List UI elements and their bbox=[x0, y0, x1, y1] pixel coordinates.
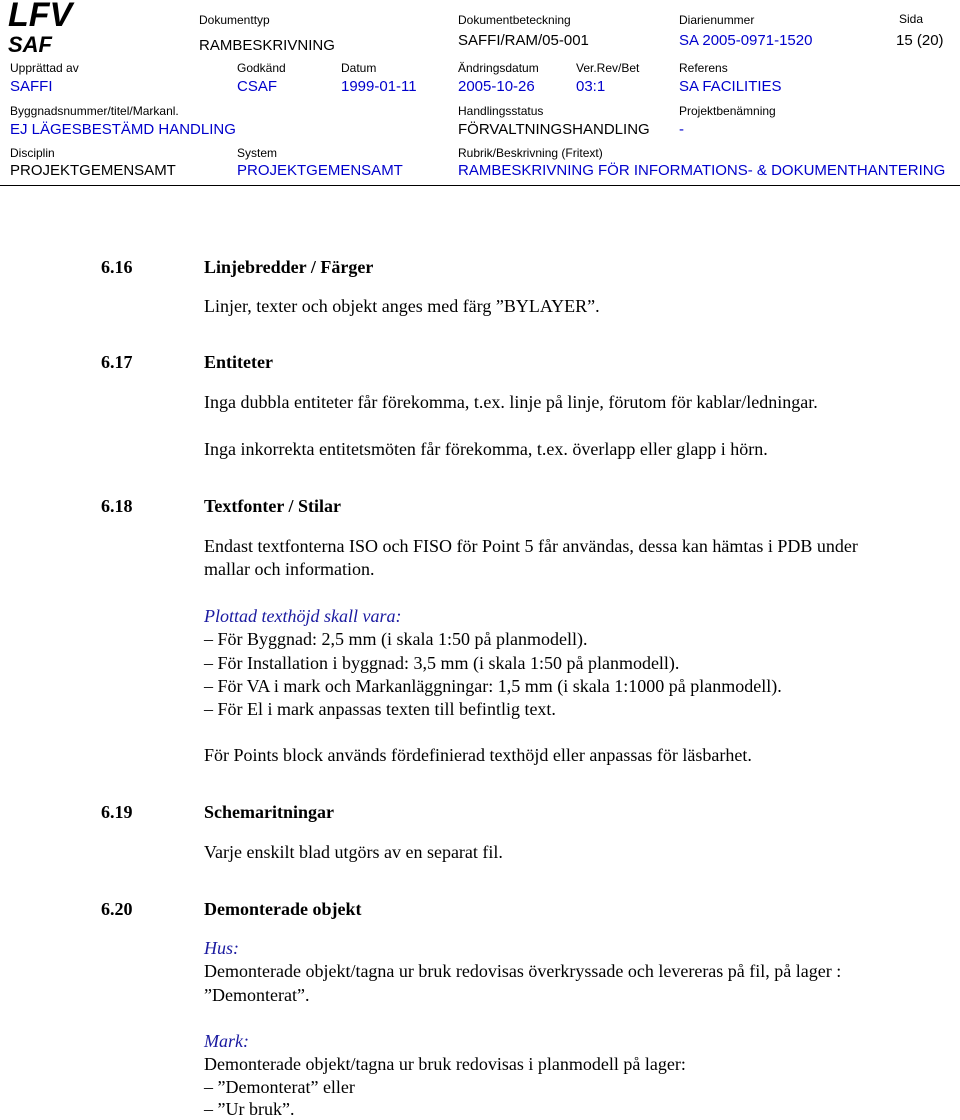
list-item: – För VA i mark och Markanläggningar: 1,5 mm (i skala 1:1000 på planmodell). bbox=[204, 676, 782, 696]
projektbenamning-value: - bbox=[679, 121, 684, 138]
section-6-17-paragraph-2: Inga inkorrekta entitetsmöten får förekomma, t.ex. överlapp eller glapp i hörn. bbox=[204, 439, 768, 459]
section-6-19-paragraph: Varje enskilt blad utgörs av en separat fil. bbox=[204, 842, 503, 862]
system-value: PROJEKTGEMENSAMT bbox=[237, 162, 403, 179]
section-title-6-20: Demonterade objekt bbox=[204, 899, 362, 919]
upprattad-value: SAFFI bbox=[10, 78, 53, 95]
sida-label: Sida bbox=[899, 12, 924, 26]
hus-paragraph-line-1: Demonterade objekt/tagna ur bruk redovisas överkryssade och levereras på fil, på lager : bbox=[204, 961, 842, 981]
verrev-value: 03:1 bbox=[576, 78, 606, 95]
dokumentbeteckning-value: SAFFI/RAM/05-001 bbox=[458, 32, 589, 49]
logo-lfv: LFV bbox=[8, 0, 73, 34]
section-number-6-20: 6.20 bbox=[101, 899, 133, 919]
rubrik-value: RAMBESKRIVNING FÖR INFORMATIONS- & DOKUMENTHANTERING bbox=[458, 162, 946, 179]
mark-heading: Mark: bbox=[204, 1031, 249, 1051]
mark-paragraph-line-1: Demonterade objekt/tagna ur bruk redovisas i planmodell på lager: bbox=[204, 1054, 686, 1074]
handlingsstatus-label: Handlingsstatus bbox=[458, 104, 544, 118]
section-6-18-paragraph-2: För Points block används fördefinierad texthöjd eller anpassas för läsbarhet. bbox=[204, 745, 752, 765]
section-title-6-18: Textfonter / Stilar bbox=[204, 496, 341, 516]
datum-label: Datum bbox=[341, 61, 377, 75]
section-number-6-16: 6.16 bbox=[101, 257, 133, 277]
projektbenamning-label: Projektbenämning bbox=[679, 104, 776, 118]
hus-paragraph-line-2: ”Demonterat”. bbox=[204, 985, 310, 1005]
disciplin-label: Disciplin bbox=[10, 146, 55, 160]
list-item: – För El i mark anpassas texten till befintlig text. bbox=[204, 699, 556, 719]
godkand-value: CSAF bbox=[237, 78, 278, 95]
section-6-18-paragraph-line-1: Endast textfonterna ISO och FISO för Point 5 får användas, dessa kan hämtas i PDB under bbox=[204, 536, 858, 556]
sida-value: 15 (20) bbox=[896, 32, 944, 49]
dokumentbeteckning-label: Dokumentbeteckning bbox=[458, 13, 571, 27]
upprattad-label: Upprättad av bbox=[10, 61, 79, 75]
section-number-6-19: 6.19 bbox=[101, 802, 133, 822]
referens-value: SA FACILITIES bbox=[679, 78, 782, 95]
list-item: – För Installation i byggnad: 3,5 mm (i skala 1:50 på planmodell). bbox=[204, 653, 680, 673]
disciplin-value: PROJEKTGEMENSAMT bbox=[10, 162, 176, 179]
dokumenttyp-value: RAMBESKRIVNING bbox=[199, 37, 335, 54]
section-number-6-17: 6.17 bbox=[101, 352, 133, 372]
section-6-16-paragraph: Linjer, texter och objekt anges med färg ”BYLAYER”. bbox=[204, 296, 600, 316]
hus-heading: Hus: bbox=[204, 938, 239, 958]
referens-label: Referens bbox=[679, 61, 728, 75]
section-title-6-17: Entiteter bbox=[204, 352, 273, 372]
section-6-18-paragraph-line-2: mallar och information. bbox=[204, 559, 375, 579]
byggnad-value: EJ LÄGESBESTÄMD HANDLING bbox=[10, 121, 236, 138]
plot-height-heading: Plottad texthöjd skall vara: bbox=[204, 606, 402, 626]
list-item: – ”Ur bruk”. bbox=[204, 1099, 295, 1119]
dokumenttyp-label: Dokumenttyp bbox=[199, 13, 270, 27]
section-6-17-paragraph-1: Inga dubbla entiteter får förekomma, t.ex. linje på linje, förutom för kablar/ledningar. bbox=[204, 392, 818, 412]
header-divider bbox=[0, 185, 960, 186]
verrev-label: Ver.Rev/Bet bbox=[576, 61, 640, 75]
datum-value: 1999-01-11 bbox=[341, 78, 417, 95]
diarienummer-label: Diarienummer bbox=[679, 13, 755, 27]
section-number-6-18: 6.18 bbox=[101, 496, 133, 516]
rubrik-label: Rubrik/Beskrivning (Fritext) bbox=[458, 146, 603, 160]
list-item: – ”Demonterat” eller bbox=[204, 1077, 355, 1097]
andringsdatum-label: Ändringsdatum bbox=[458, 61, 539, 75]
section-title-6-19: Schemaritningar bbox=[204, 802, 334, 822]
andringsdatum-value: 2005-10-26 bbox=[458, 78, 535, 95]
section-title-6-16: Linjebredder / Färger bbox=[204, 257, 374, 277]
godkand-label: Godkänd bbox=[237, 61, 286, 75]
system-label: System bbox=[237, 146, 278, 160]
list-item: – För Byggnad: 2,5 mm (i skala 1:50 på planmodell). bbox=[204, 629, 588, 649]
diarienummer-value: SA 2005-0971-1520 bbox=[679, 32, 813, 49]
logo-saf: SAF bbox=[8, 32, 52, 57]
byggnad-label: Byggnadsnummer/titel/Markanl. bbox=[10, 104, 179, 118]
handlingsstatus-value: FÖRVALTNINGSHANDLING bbox=[458, 121, 650, 138]
